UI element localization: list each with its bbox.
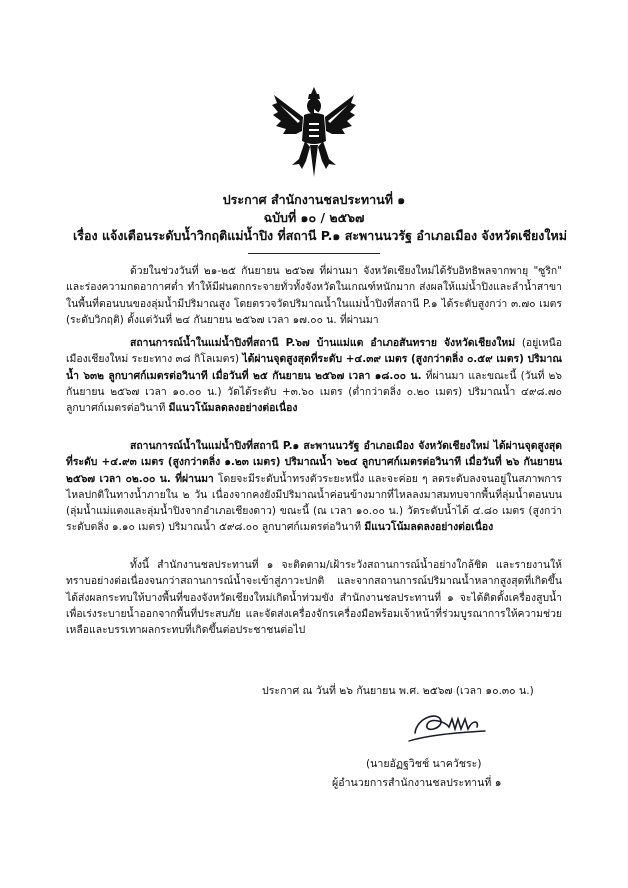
signatory-name: (นายอัฏฐวิชช์ นาควัชระ): [366, 758, 482, 770]
p1-peak: สถานการณ์น้ำในแม่น้ำปิงที่สถานี P.๑ สะพานนวรัฐ อำเภอเมือง จังหวัดเชียงใหม่ ได้ผ่านจุดสูงสุดที่ระดับ +๔.๙๓ เมตร (สูงกว่าตลิ่ง ๑.๒๓ เมตร) ปริมาณน้ำ ๖๒๔ ลูกบาศก์เมตรต่อวินาที เมื่อวันที่ ๒๖ กันยายน ๒๕๖๗ เวลา ๐๒.๐๐ น. ที่ผ่านมา: [66, 440, 562, 485]
paragraph-background: ด้วยในช่วงวันที่ ๒๑-๒๕ กันยายน ๒๕๖๗ ที่ผ่านมา จังหวัดเชียงใหม่ได้รับอิทธิพลจากพายุ "ซูริก" และร่องความกดอากาศต่ำ ทำให้มีฝนตกกระจายทั่วทั้งจังหวัดในเกณฑ์หนักมาก ส่งผลให้แม่น้ำปิงและลำน้ำสาขาในพื้นที่ตอนบนของลุ่มน้ำมีปริมาณสูง โดยตรวจวัดปริมาณน้ำในแม่น้ำปิงที่สถานี P.๑ ได้ระดับสูงกว่า ๓.๗๐ เมตร (ระดับวิกฤติ) ตั้งแต่วันที่ ๒๔ กันยายน ๒๕๖๗ เวลา ๑๗.๐๐ น. ที่ผ่านมา: [66, 265, 562, 326]
p67-trend: มีแนวโน้มลดลงอย่างต่อเนื่อง: [168, 402, 298, 415]
title-divider: [248, 253, 380, 254]
issue-number: ฉบับที่ ๑๐ / ๒๕๖๗: [263, 210, 365, 225]
handwritten-signature: [405, 707, 487, 749]
p1-forecast: โดยจะมีระดับน้ำทรงตัวระยะหนึ่ง และจะค่อย ๆ ลดระดับลงจนอยู่ในสภาพการไหลปกติในทางน้ำภายใน ๒ วัน เนื่องจากคงยังมีปริมาณน้ำค่อนข้างมากที่ไหลลงมาสมทบจากพื้นที่ลุ่มน้ำตอนบน (ลุ่มน้ำแม่แตงและลุ่มน้ำปิงจากอำเภอเชียงดาว) ขณะนี้ (ณ เวลา ๑๐.๐๐ น.) วัดระดับน้ำได้ ๔.๘๐ เมตร (สูงกว่าระดับตลิ่ง ๑.๑๐ เมตร) ปริมาณน้ำ ๕๙๘.๐๐ ลูกบาศก์เมตรต่อวินาที: [66, 472, 562, 534]
p67-current: ที่ผ่านมา และขณะนี้ (วันที่ ๒๖ กันยายน ๒๕๖๗ เวลา ๑๐.๐๐ น.) วัดได้ระดับ +๓.๖๐ เมตร (ต่ำกว่าตลิ่ง ๐.๒๐ เมตร) ปริมาณน้ำ ๔๙๘.๗๐ ลูกบาศก์เมตรต่อวินาที: [66, 369, 562, 415]
garuda-emblem-icon: [272, 85, 356, 180]
agency-title: ประกาศ สำนักงานชลประทานที่ ๑: [222, 192, 406, 207]
p67-lead: สถานการณ์น้ำในแม่น้ำปิงที่สถานี P.๖๗: [130, 337, 310, 349]
p67-location: บ้านแม่แต อำเภอสันทราย จังหวัดเชียงใหม่: [309, 337, 516, 349]
paragraph-station-p1: [66, 438, 562, 536]
announcement-date: ประกาศ ณ วันที่ ๒๖ กันยายน พ.ศ. ๒๕๖๗ (เวลา ๑๐.๓๐ น.): [262, 685, 534, 697]
p67-peak: ได้ผ่านจุดสูงสุดที่ระดับ +๔.๓๙ เมตร (สูงกว่าตลิ่ง ๐.๕๙ เมตร) ปริมาณน้ำ ๖๓๒ ลูกบาศก์เมตรต่อวินาที เมื่อวันที่ ๒๕ กันยายน ๒๕๖๗ เวลา ๑๘.๐๐ น.: [66, 353, 562, 382]
paragraph-actions: ทั้งนี้ สำนักงานชลประทานที่ ๑ จะติดตาม/เฝ้าระวังสถานการณ์น้ำอย่างใกล้ชิด และรายงานให้ทราบอย่างต่อเนื่องจนกว่าสถานการณ์น้ำจะเข้าสู่ภาวะปกติ และจากสถานการณ์ปริมาณน้ำหลากสูงสุดที่เกิดขึ้น ได้ส่งผลกระทบให้บางพื้นที่ของจังหวัดเชียงใหม่เกิดน้ำท่วมขัง สำนักงานชลประทานที่ ๑ จะได้ติดตั้งเครื่องสูบน้ำเพื่อเร่งระบายน้ำออกจากพื้นที่ประสบภัย และจัดส่งเครื่องจักรเครื่องมือพร้อมเจ้าหน้าที่ร่วมบูรณาการให้ความช่วยเหลือและบรรเทาผลกระทบที่เกิดขึ้นต่อประชาชนต่อไป: [66, 559, 562, 637]
p67-distance: (อยู่เหนือเมืองเชียงใหม่ ระยะทาง ๓๘ กิโลเมตร): [66, 337, 562, 366]
paragraph-station-p67: [66, 335, 562, 416]
p1-trend: มีแนวโน้มลดลงอย่างต่อเนื่อง: [364, 521, 494, 534]
subject-line: เรื่อง แจ้งเตือนระดับน้ำวิกฤติแม่น้ำปิง ที่สถานี P.๑ สะพานนวรัฐ อำเภอเมือง จังหวัดเชียงใหม่: [73, 228, 567, 243]
signatory-position: ผู้อำนวยการสำนักงานชลประทานที่ ๑: [332, 777, 502, 789]
